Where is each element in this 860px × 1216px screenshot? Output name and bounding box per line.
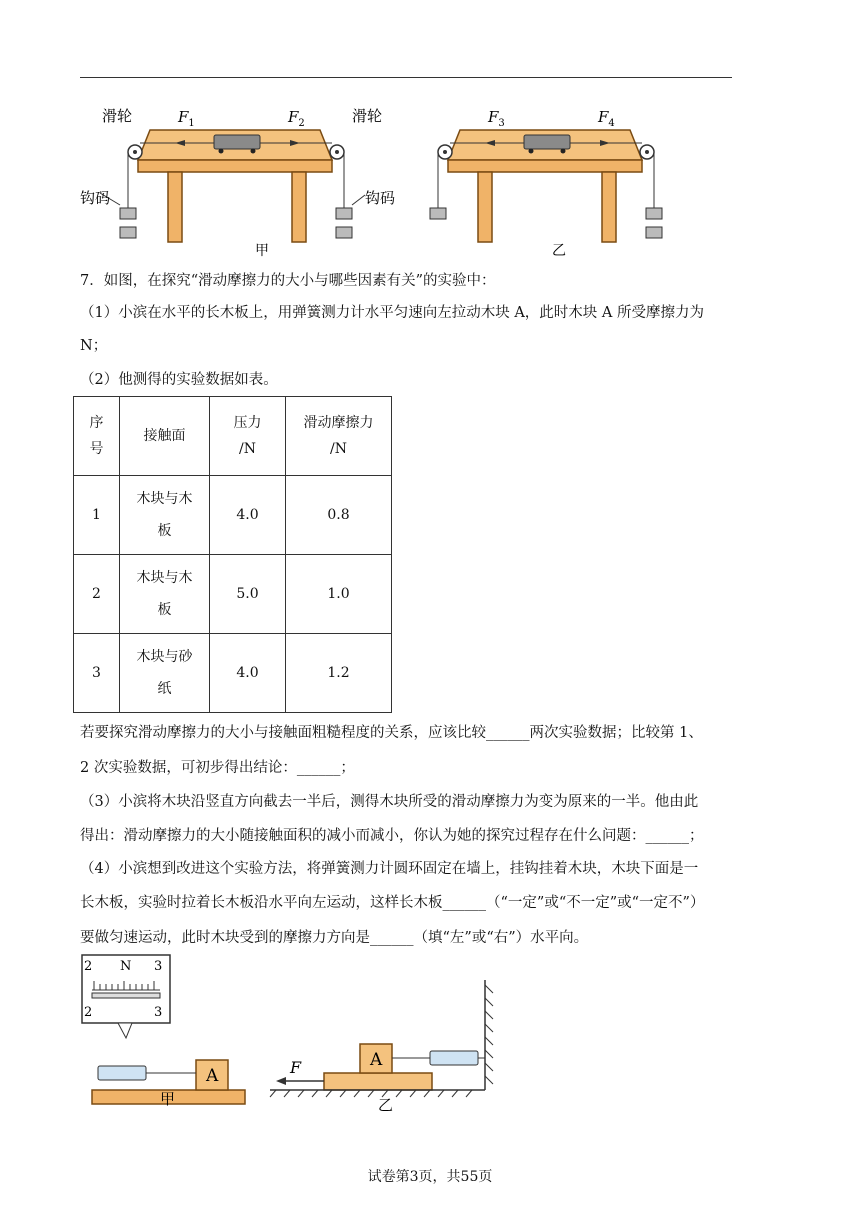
apparatus-yi	[430, 130, 662, 242]
part2-text: （2）他测得的实验数据如表。	[80, 372, 278, 388]
after-table-line1: 若要探究滑动摩擦力的大小与接触面粗糙程度的关系，应该比较______两次实验数据；比较第 1、	[80, 725, 703, 741]
caption-jia-top: 甲	[255, 243, 269, 259]
table-row: 1 木块与木 板 4.0 0.8	[74, 476, 392, 555]
page-footer: 试卷第3页，共55页	[367, 1169, 493, 1185]
header-surface: 接触面	[120, 397, 210, 476]
pulley-experiment-figure	[80, 95, 740, 265]
part4-line2: 长木板，实验时拉着长木板沿水平向左运动，这样长木板______（“一定”或“不一定”或“一定不”）	[80, 895, 705, 911]
table-row: 3 木块与砂 纸 4.0 1.2	[74, 634, 392, 713]
scale-digit-2-top: 2	[84, 959, 93, 974]
pulley-label-left: 滑轮	[102, 107, 133, 125]
pulley-label-right: 滑轮	[352, 107, 383, 125]
weight-label-right: 钩码	[365, 189, 396, 207]
scale-unit-n: N	[120, 959, 132, 974]
part4-line1: （4）小滨想到改进这个实验方法，将弹簧测力计圆环固定在墙上，挂钩挂着木块，木块下面是一	[80, 861, 699, 877]
table-row: 2 木块与木 板 5.0 1.0	[74, 555, 392, 634]
spring-scale-figure	[80, 950, 510, 1115]
header-no: 序 号	[74, 397, 120, 476]
scale-digit-3-top: 3	[154, 959, 163, 974]
caption-yi-bottom: 乙	[378, 1096, 394, 1114]
force-f3: $F_3$	[488, 108, 505, 129]
header-pressure: 压力 /N	[210, 397, 286, 476]
scale-digit-3-bottom: 3	[154, 1005, 163, 1020]
part1-line1: （1）小滨在水平的长木板上，用弹簧测力计水平匀速向左拉动木块 A，此时木块 A 所受摩擦力为	[80, 305, 704, 321]
question-stem: 7．如图，在探究“滑动摩擦力的大小与哪些因素有关”的实验中：	[80, 273, 496, 289]
force-f2: $F_2$	[288, 108, 305, 129]
apparatus-jia	[100, 130, 365, 242]
scale-digit-2-bottom: 2	[84, 1005, 93, 1020]
header-friction: 滑动摩擦力 /N	[286, 397, 392, 476]
force-f-label: F	[290, 1058, 302, 1077]
part3-line2: 得出：滑动摩擦力的大小随接触面积的减小而减小，你认为她的探究过程存在什么问题：______；	[80, 828, 704, 844]
data-table	[73, 396, 392, 713]
force-f4: $F_4$	[598, 108, 615, 129]
weight-label-left: 钩码	[80, 189, 111, 207]
caption-yi-top: 乙	[552, 243, 566, 259]
table-header-row	[74, 397, 392, 476]
after-table-line2: 2 次实验数据，可初步得出结论：______；	[80, 760, 355, 776]
force-f1: $F_1$	[178, 108, 195, 129]
header-rule	[80, 77, 732, 78]
block-a-yi: A	[370, 1050, 383, 1070]
setup-jia	[82, 955, 245, 1104]
caption-jia-bottom: 甲	[160, 1090, 176, 1108]
part3-line1: （3）小滨将木块沿竖直方向截去一半后，测得木块所受的滑动摩擦力为变为原来的一半。他由此	[80, 794, 699, 810]
block-a-jia: A	[206, 1066, 219, 1086]
part4-line3: 要做匀速运动，此时木块受到的摩擦力方向是______（填“左”或“右”）水平向。	[80, 930, 589, 946]
setup-yi	[270, 980, 493, 1097]
part1-line2: N；	[80, 338, 108, 354]
